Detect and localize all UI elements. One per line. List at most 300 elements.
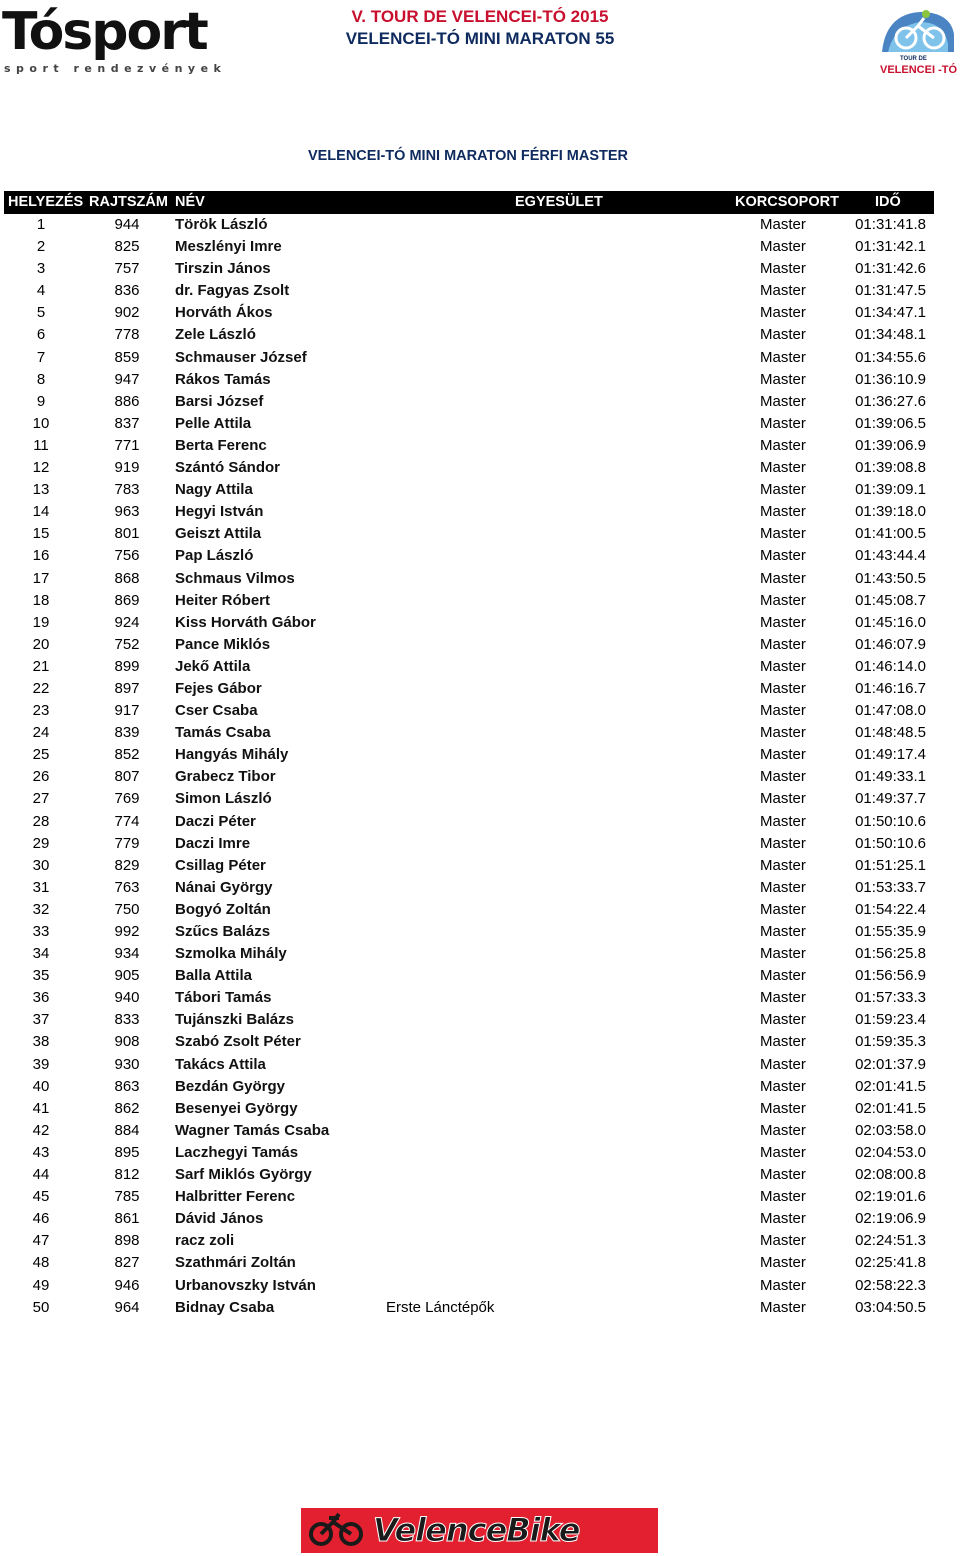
time-cell: 01:36:10.9 bbox=[855, 370, 926, 388]
name-cell: Besenyei György bbox=[175, 1099, 298, 1117]
velencebike-logo-text: VelenceBike bbox=[373, 1511, 580, 1549]
bib-cell: 917 bbox=[114, 702, 140, 720]
category-cell: Master bbox=[760, 878, 806, 896]
name-cell: Simon László bbox=[175, 790, 272, 808]
column-header-club: EGYESÜLET bbox=[515, 194, 603, 210]
table-row bbox=[4, 1230, 934, 1252]
name-cell: Pelle Attila bbox=[175, 414, 252, 432]
time-cell: 01:34:55.6 bbox=[855, 348, 926, 366]
name-cell: Urbanovszky István bbox=[175, 1276, 316, 1294]
table-row bbox=[4, 324, 934, 346]
time-cell: 01:39:18.0 bbox=[855, 503, 926, 521]
time-cell: 01:59:35.3 bbox=[855, 1033, 926, 1051]
position-cell: 17 bbox=[32, 569, 50, 587]
table-row bbox=[4, 788, 934, 810]
name-cell: Schmaus Vilmos bbox=[175, 569, 295, 587]
table-row bbox=[4, 435, 934, 457]
position-cell: 41 bbox=[32, 1099, 50, 1117]
table-row bbox=[4, 236, 934, 258]
time-cell: 01:31:47.5 bbox=[855, 282, 926, 300]
time-cell: 01:57:33.3 bbox=[855, 989, 926, 1007]
results-body bbox=[4, 214, 934, 1319]
position-cell: 22 bbox=[32, 679, 50, 697]
name-cell: Takács Attila bbox=[175, 1055, 266, 1073]
category-cell: Master bbox=[760, 326, 806, 344]
position-cell: 24 bbox=[32, 724, 50, 742]
column-header-time: IDŐ bbox=[875, 194, 901, 210]
bib-cell: 752 bbox=[114, 635, 140, 653]
bib-cell: 757 bbox=[114, 260, 140, 278]
name-cell: Tamás Csaba bbox=[175, 724, 271, 742]
bib-cell: 812 bbox=[114, 1166, 140, 1184]
table-row bbox=[4, 302, 934, 324]
bib-cell: 778 bbox=[114, 326, 140, 344]
name-cell: Geiszt Attila bbox=[175, 525, 262, 543]
bib-cell: 940 bbox=[114, 989, 140, 1007]
tosport-logo-text: Tósport bbox=[2, 2, 207, 62]
category-cell: Master bbox=[760, 923, 806, 940]
position-cell: 12 bbox=[32, 459, 50, 477]
name-cell: Szűcs Balázs bbox=[175, 923, 271, 940]
time-cell: 01:45:16.0 bbox=[855, 613, 926, 631]
category-cell: Master bbox=[760, 1166, 806, 1184]
name-cell: Fejes Gábor bbox=[175, 679, 262, 697]
bib-cell: 833 bbox=[114, 1011, 140, 1029]
event-title-line1: V. TOUR DE VELENCEI-TÓ 2015 bbox=[351, 7, 609, 26]
position-cell: 50 bbox=[32, 1298, 50, 1316]
position-cell: 35 bbox=[32, 967, 50, 985]
category-cell: Master bbox=[760, 1077, 806, 1095]
results-category-title: VELENCEI-TÓ MINI MARATON FÉRFI MASTER bbox=[307, 148, 629, 164]
name-cell: Berta Ferenc bbox=[175, 436, 267, 454]
time-cell: 01:43:50.5 bbox=[855, 569, 926, 587]
table-row bbox=[4, 811, 934, 833]
time-cell: 01:39:08.8 bbox=[855, 459, 926, 477]
position-cell: 39 bbox=[32, 1055, 50, 1073]
position-cell: 27 bbox=[32, 790, 50, 808]
table-row bbox=[4, 855, 934, 877]
table-row bbox=[4, 612, 934, 634]
time-cell: 01:50:10.6 bbox=[855, 834, 926, 852]
bib-cell: 944 bbox=[114, 216, 140, 233]
time-cell: 01:46:16.7 bbox=[855, 679, 926, 697]
category-cell: Master bbox=[760, 547, 806, 565]
name-cell: Horváth Ákos bbox=[175, 304, 273, 322]
position-cell: 11 bbox=[33, 436, 49, 454]
time-cell: 01:51:25.1 bbox=[855, 856, 926, 874]
position-cell: 20 bbox=[32, 635, 50, 653]
table-row bbox=[4, 391, 934, 413]
time-cell: 02:25:41.8 bbox=[855, 1254, 926, 1272]
bib-cell: 924 bbox=[114, 613, 140, 631]
table-row bbox=[4, 1031, 934, 1053]
table-row bbox=[4, 700, 934, 722]
category-cell: Master bbox=[760, 702, 806, 720]
table-row bbox=[4, 1009, 934, 1031]
bib-cell: 869 bbox=[114, 591, 140, 609]
position-cell: 40 bbox=[32, 1077, 50, 1095]
category-cell: Master bbox=[760, 348, 806, 366]
time-cell: 01:31:42.6 bbox=[855, 260, 926, 278]
category-cell: Master bbox=[760, 1210, 806, 1228]
position-cell: 29 bbox=[32, 834, 50, 852]
time-cell: 02:24:51.3 bbox=[855, 1232, 926, 1250]
time-cell: 01:54:22.4 bbox=[855, 900, 926, 918]
position-cell: 6 bbox=[36, 326, 46, 344]
velencebike-logo bbox=[301, 1508, 658, 1553]
category-cell: Master bbox=[760, 392, 806, 410]
table-row bbox=[4, 987, 934, 1009]
time-cell: 01:49:17.4 bbox=[855, 746, 926, 764]
position-cell: 37 bbox=[32, 1011, 50, 1029]
position-cell: 44 bbox=[32, 1166, 50, 1184]
bib-cell: 852 bbox=[114, 746, 140, 764]
name-cell: Grabecz Tibor bbox=[175, 768, 276, 786]
category-cell: Master bbox=[760, 856, 806, 874]
name-cell: Sarf Miklós György bbox=[175, 1166, 312, 1184]
name-cell: Hegyi István bbox=[175, 503, 264, 521]
category-cell: Master bbox=[760, 238, 806, 256]
bib-cell: 868 bbox=[114, 569, 140, 587]
category-cell: Master bbox=[760, 635, 806, 653]
time-cell: 02:58:22.3 bbox=[855, 1276, 926, 1294]
table-row bbox=[4, 656, 934, 678]
position-cell: 2 bbox=[36, 238, 46, 256]
column-header-bib: RAJTSZÁM bbox=[89, 194, 168, 210]
category-cell: Master bbox=[760, 746, 806, 764]
time-cell: 01:31:42.1 bbox=[855, 238, 926, 256]
name-cell: Pance Miklós bbox=[175, 635, 271, 653]
category-cell: Master bbox=[760, 1188, 806, 1206]
table-row bbox=[4, 1054, 934, 1076]
position-cell: 30 bbox=[32, 856, 50, 874]
position-cell: 19 bbox=[32, 613, 50, 631]
bib-cell: 785 bbox=[114, 1188, 140, 1206]
table-row bbox=[4, 965, 934, 987]
name-cell: Schmauser József bbox=[175, 348, 307, 366]
time-cell: 03:04:50.5 bbox=[855, 1298, 926, 1316]
bib-cell: 783 bbox=[114, 481, 140, 499]
position-cell: 26 bbox=[32, 768, 50, 786]
name-cell: Nánai György bbox=[175, 878, 273, 896]
table-row bbox=[4, 479, 934, 501]
bib-cell: 771 bbox=[114, 436, 140, 454]
time-cell: 01:39:06.5 bbox=[855, 414, 926, 432]
position-cell: 25 bbox=[32, 746, 50, 764]
table-row bbox=[4, 590, 934, 612]
name-cell: Szabó Zsolt Péter bbox=[175, 1033, 301, 1051]
name-cell: Nagy Attila bbox=[175, 481, 253, 499]
tosport-logo-tagline: sport rendezvények bbox=[4, 62, 227, 75]
time-cell: 01:49:33.1 bbox=[855, 768, 926, 786]
table-row bbox=[4, 369, 934, 391]
name-cell: Barsi József bbox=[175, 392, 264, 410]
name-cell: Pap László bbox=[175, 547, 254, 565]
name-cell: Tujánszki Balázs bbox=[175, 1011, 294, 1029]
category-cell: Master bbox=[760, 834, 806, 852]
name-cell: Bezdán György bbox=[175, 1077, 286, 1095]
name-cell: Meszlényi Imre bbox=[175, 238, 282, 256]
position-cell: 28 bbox=[32, 812, 50, 830]
time-cell: 01:59:23.4 bbox=[855, 1011, 926, 1029]
name-cell: Wagner Tamás Csaba bbox=[175, 1121, 330, 1139]
category-cell: Master bbox=[760, 768, 806, 786]
table-row bbox=[4, 1208, 934, 1230]
table-row bbox=[4, 1098, 934, 1120]
tour-de-logo-line1: TOUR DE bbox=[900, 56, 927, 62]
category-cell: Master bbox=[760, 900, 806, 918]
time-cell: 01:56:56.9 bbox=[855, 967, 926, 985]
table-row bbox=[4, 722, 934, 744]
name-cell: Rákos Tamás bbox=[175, 370, 271, 388]
bib-cell: 769 bbox=[114, 790, 140, 808]
time-cell: 02:19:06.9 bbox=[855, 1210, 926, 1228]
bib-cell: 919 bbox=[114, 459, 140, 477]
position-cell: 5 bbox=[36, 304, 46, 322]
category-cell: Master bbox=[760, 370, 806, 388]
bib-cell: 825 bbox=[114, 238, 140, 256]
position-cell: 45 bbox=[32, 1188, 50, 1206]
position-cell: 38 bbox=[32, 1033, 50, 1051]
category-cell: Master bbox=[760, 790, 806, 808]
tour-de-velencei-to-logo bbox=[876, 4, 960, 80]
time-cell: 01:39:06.9 bbox=[855, 436, 926, 454]
time-cell: 01:39:09.1 bbox=[855, 481, 926, 499]
bib-cell: 829 bbox=[114, 856, 140, 874]
time-cell: 02:01:37.9 bbox=[855, 1055, 926, 1073]
name-cell: Bidnay Csaba bbox=[175, 1298, 275, 1316]
name-cell: Dávid János bbox=[175, 1210, 264, 1228]
bib-cell: 861 bbox=[114, 1210, 140, 1228]
time-cell: 02:01:41.5 bbox=[855, 1077, 926, 1095]
category-cell: Master bbox=[760, 1143, 806, 1161]
bicycle-icon bbox=[305, 1508, 369, 1553]
category-cell: Master bbox=[760, 1232, 806, 1250]
time-cell: 01:46:14.0 bbox=[855, 657, 926, 675]
bib-cell: 992 bbox=[114, 923, 140, 940]
table-row bbox=[4, 833, 934, 855]
table-row bbox=[4, 1186, 934, 1208]
name-cell: Heiter Róbert bbox=[175, 591, 271, 609]
column-header-category: KORCSOPORT bbox=[735, 194, 839, 210]
position-cell: 10 bbox=[32, 414, 50, 432]
name-cell: Bogyó Zoltán bbox=[175, 900, 271, 918]
position-cell: 43 bbox=[32, 1143, 50, 1161]
tour-de-logo-line2: VELENCEI -TÓ bbox=[880, 64, 958, 76]
category-cell: Master bbox=[760, 1276, 806, 1294]
table-row bbox=[4, 545, 934, 567]
category-cell: Master bbox=[760, 1254, 806, 1272]
name-cell: Szántó Sándor bbox=[175, 459, 281, 477]
bib-cell: 827 bbox=[114, 1254, 140, 1272]
table-row bbox=[4, 501, 934, 523]
table-row bbox=[4, 634, 934, 656]
position-cell: 15 bbox=[32, 525, 50, 543]
bib-cell: 863 bbox=[114, 1077, 140, 1095]
category-cell: Master bbox=[760, 989, 806, 1007]
category-cell: Master bbox=[760, 1011, 806, 1029]
category-cell: Master bbox=[760, 1298, 806, 1316]
bib-cell: 859 bbox=[114, 348, 140, 366]
name-cell: Daczi Péter bbox=[175, 812, 256, 830]
category-cell: Master bbox=[760, 967, 806, 985]
bib-cell: 774 bbox=[114, 812, 140, 830]
table-row bbox=[4, 1076, 934, 1098]
position-cell: 36 bbox=[32, 989, 50, 1007]
category-cell: Master bbox=[760, 1099, 806, 1117]
category-cell: Master bbox=[760, 679, 806, 697]
category-cell: Master bbox=[760, 282, 806, 300]
position-cell: 8 bbox=[36, 370, 46, 388]
club-cell: Erste Lánctépők bbox=[386, 1298, 495, 1316]
position-cell: 32 bbox=[32, 900, 50, 918]
bib-cell: 934 bbox=[114, 945, 140, 963]
table-row bbox=[4, 1297, 934, 1319]
position-cell: 3 bbox=[36, 260, 46, 278]
tosport-logo bbox=[2, 4, 228, 78]
category-cell: Master bbox=[760, 569, 806, 587]
bib-cell: 898 bbox=[114, 1232, 140, 1250]
bib-cell: 836 bbox=[114, 282, 140, 300]
bib-cell: 905 bbox=[114, 967, 140, 985]
name-cell: Halbritter Ferenc bbox=[175, 1188, 296, 1206]
time-cell: 01:34:47.1 bbox=[855, 304, 926, 322]
bib-cell: 895 bbox=[114, 1143, 140, 1161]
bib-cell: 801 bbox=[114, 525, 140, 543]
time-cell: 02:19:01.6 bbox=[855, 1188, 926, 1206]
table-row bbox=[4, 943, 934, 965]
time-cell: 01:50:10.6 bbox=[855, 812, 926, 830]
time-cell: 01:34:48.1 bbox=[855, 326, 926, 344]
table-row bbox=[4, 1142, 934, 1164]
time-cell: 01:56:25.8 bbox=[855, 945, 926, 963]
cyclist-logo-icon bbox=[876, 4, 960, 58]
position-cell: 47 bbox=[32, 1232, 50, 1250]
position-cell: 1 bbox=[36, 216, 46, 233]
name-cell: Szathmári Zoltán bbox=[175, 1254, 296, 1272]
name-cell: Zele László bbox=[175, 326, 256, 344]
name-cell: Cser Csaba bbox=[175, 702, 258, 720]
bib-cell: 886 bbox=[114, 392, 140, 410]
bib-cell: 964 bbox=[114, 1298, 140, 1316]
position-cell: 42 bbox=[32, 1121, 50, 1139]
category-cell: Master bbox=[760, 436, 806, 454]
bib-cell: 884 bbox=[114, 1121, 140, 1139]
position-cell: 9 bbox=[36, 392, 46, 410]
name-cell: Szmolka Mihály bbox=[175, 945, 287, 963]
category-cell: Master bbox=[760, 812, 806, 830]
category-cell: Master bbox=[760, 481, 806, 499]
position-cell: 31 bbox=[32, 878, 50, 896]
table-row bbox=[4, 921, 934, 943]
category-cell: Master bbox=[760, 304, 806, 322]
time-cell: 01:49:37.7 bbox=[855, 790, 926, 808]
position-cell: 46 bbox=[32, 1210, 50, 1228]
column-header-position: HELYEZÉS bbox=[8, 194, 84, 210]
bib-cell: 839 bbox=[114, 724, 140, 742]
name-cell: Balla Attila bbox=[175, 967, 252, 985]
table-row bbox=[4, 214, 934, 236]
position-cell: 21 bbox=[32, 657, 50, 675]
column-header-name: NÉV bbox=[175, 194, 205, 210]
position-cell: 4 bbox=[36, 282, 46, 300]
bib-cell: 756 bbox=[114, 547, 140, 565]
table-row bbox=[4, 347, 934, 369]
table-row bbox=[4, 744, 934, 766]
event-title bbox=[320, 6, 640, 50]
time-cell: 02:01:41.5 bbox=[855, 1099, 926, 1117]
category-cell: Master bbox=[760, 525, 806, 543]
name-cell: Tirszin János bbox=[175, 260, 271, 278]
category-cell: Master bbox=[760, 657, 806, 675]
position-cell: 48 bbox=[32, 1254, 50, 1272]
position-cell: 33 bbox=[32, 923, 50, 940]
table-row bbox=[4, 523, 934, 545]
category-cell: Master bbox=[760, 724, 806, 742]
name-cell: Kiss Horváth Gábor bbox=[175, 613, 316, 631]
position-cell: 14 bbox=[32, 503, 50, 521]
time-cell: 01:47:08.0 bbox=[855, 702, 926, 720]
time-cell: 02:03:58.0 bbox=[855, 1121, 926, 1139]
table-row bbox=[4, 877, 934, 899]
table-row bbox=[4, 678, 934, 700]
table-row bbox=[4, 1275, 934, 1297]
time-cell: 01:41:00.5 bbox=[855, 525, 926, 543]
table-row bbox=[4, 280, 934, 302]
table-row bbox=[4, 1164, 934, 1186]
time-cell: 01:55:35.9 bbox=[855, 923, 926, 940]
time-cell: 01:48:48.5 bbox=[855, 724, 926, 742]
category-cell: Master bbox=[760, 414, 806, 432]
category-cell: Master bbox=[760, 216, 806, 233]
bib-cell: 930 bbox=[114, 1055, 140, 1073]
category-cell: Master bbox=[760, 945, 806, 963]
bib-cell: 899 bbox=[114, 657, 140, 675]
name-cell: Laczhegyi Tamás bbox=[175, 1143, 299, 1161]
name-cell: Jekő Attila bbox=[175, 657, 251, 675]
table-row bbox=[4, 457, 934, 479]
time-cell: 01:53:33.7 bbox=[855, 878, 926, 896]
bib-cell: 902 bbox=[114, 304, 140, 322]
bib-cell: 837 bbox=[114, 414, 140, 432]
bib-cell: 946 bbox=[114, 1276, 140, 1294]
position-cell: 7 bbox=[36, 348, 46, 366]
event-title-line2: VELENCEI-TÓ MINI MARATON 55 bbox=[345, 29, 615, 48]
position-cell: 13 bbox=[32, 481, 50, 499]
bib-cell: 862 bbox=[114, 1099, 140, 1117]
bib-cell: 963 bbox=[114, 503, 140, 521]
table-row bbox=[4, 568, 934, 590]
table-row bbox=[4, 1252, 934, 1274]
name-cell: Csillag Péter bbox=[175, 856, 266, 874]
bib-cell: 947 bbox=[114, 370, 140, 388]
time-cell: 01:36:27.6 bbox=[855, 392, 926, 410]
table-row bbox=[4, 413, 934, 435]
position-cell: 34 bbox=[32, 945, 50, 963]
time-cell: 01:31:41.8 bbox=[855, 216, 926, 233]
category-cell: Master bbox=[760, 1055, 806, 1073]
time-cell: 01:45:08.7 bbox=[855, 591, 926, 609]
table-row bbox=[4, 766, 934, 788]
name-cell: racz zoli bbox=[175, 1232, 235, 1250]
position-cell: 16 bbox=[32, 547, 50, 565]
name-cell: Tábori Tamás bbox=[175, 989, 272, 1007]
results-table bbox=[4, 191, 934, 1319]
name-cell: dr. Fagyas Zsolt bbox=[175, 282, 290, 300]
name-cell: Török László bbox=[175, 216, 268, 233]
position-cell: 49 bbox=[32, 1276, 50, 1294]
time-cell: 02:04:53.0 bbox=[855, 1143, 926, 1161]
